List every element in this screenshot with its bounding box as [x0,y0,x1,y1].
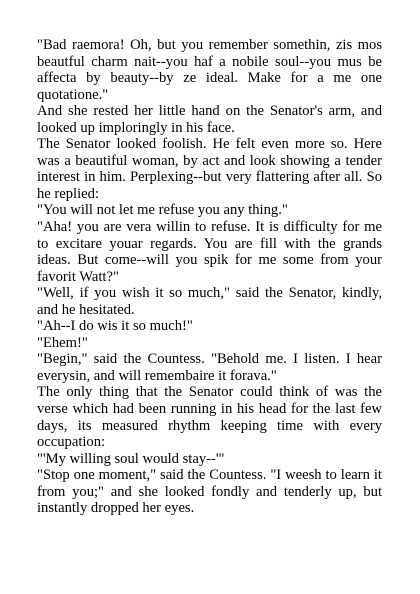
paragraph-11: "'My willing soul would stay--'" [37,450,225,467]
paragraph-5: "Aha! you are vera willin to refuse. It is difficulty for me to excitare youar regards. You are fill with the grands ideas. But come--will you spik for me some from your favorit Watt?" [37,219,382,285]
paragraph-3: The Senator looked foolish. He felt even more so. Here was a beautiful woman, by act and look showing a tender interest in him. Perplexing--but very flattering after all. So he replied: [37,136,382,202]
paragraph-1: "Bad raemora! Oh, but you remember somethin, zis mos beautful charm nait--you haf a nobile soul--you mus be affecta by beauty--by ze ideal. Make for a me one quotatione." [37,37,382,103]
paragraph-8: "Ehem!" [37,334,88,351]
paragraph-12: "Stop one moment," said the Countess. "I weesh to learn it from you;" and she looked fondly and tenderly up, but instantly dropped her eyes. [37,467,382,517]
paragraph-9: "Begin," said the Countess. "Behold me. I listen. I hear everysin, and will remembaire it forava." [37,351,382,384]
paragraph-4: "You will not let me refuse you any thing." [37,202,288,219]
paragraph-6: "Well, if you wish it so much," said the Senator, kindly, and he hesitated. [37,285,382,318]
paragraph-7: "Ah--I do wis it so much!" [37,318,193,335]
paragraph-2: And she rested her little hand on the Senator's arm, and looked up imploringly in his face. [37,103,382,136]
document-page [37,37,382,517]
paragraph-10: The only thing that the Senator could think of was the verse which had been running in his head for the last few days, its measured rhythm keeping time with every occupation: [37,384,382,451]
